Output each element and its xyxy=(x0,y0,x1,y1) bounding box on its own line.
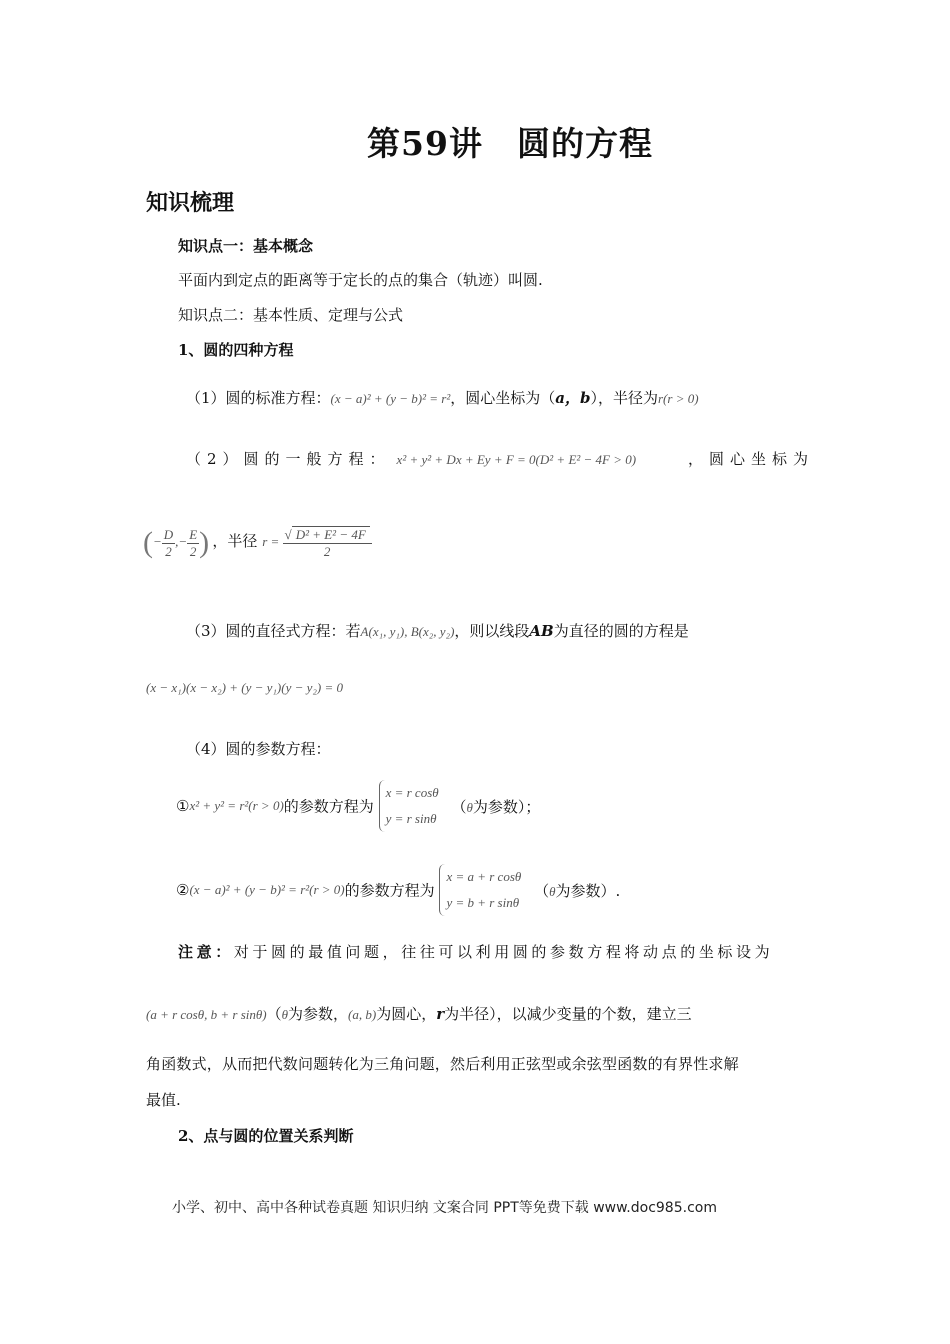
parametric-item-1-formula: x² + y² = r²(r > 0) xyxy=(189,798,284,813)
center-y-denominator: 2 xyxy=(189,543,197,559)
knowledge-point-1-text: 平面内到定点的距离等于定长的点的集合（轨迹）叫圆. xyxy=(178,271,543,289)
page-title: 第59讲 圆的方程 xyxy=(367,124,653,163)
note-line-2: (a + r cosθ, b + r sinθ)（θ为参数，(a, b)为圆心，r为半径），以减少变量的个数，建立三 xyxy=(146,1005,692,1023)
standard-equation-center: a，b xyxy=(555,389,591,407)
note-line-1 xyxy=(178,941,773,962)
diameter-equation-suffix-b: 为直径的圆的方程是 xyxy=(553,622,689,640)
parametric-item-1-note: （θ为参数）； xyxy=(451,797,541,816)
parametric-item-1-mid: 的参数方程为 xyxy=(283,797,374,816)
center-y-numerator: E xyxy=(189,526,198,542)
radius-numerator: D² + E² − 4F xyxy=(292,526,370,542)
diameter-equation-points: A(x₁, y₁), B(x₂, y₂) xyxy=(360,624,455,639)
parametric-item-2-line-1: x = a + r cosθ xyxy=(446,869,522,884)
standard-equation-prefix: （1）圆的标准方程： xyxy=(186,389,331,407)
parametric-item-2-formula: (x − a)² + (y − b)² = r²(r > 0) xyxy=(189,882,345,897)
parametric-item-1-marker: ① xyxy=(176,797,190,815)
section-heading: 知识梳理 xyxy=(146,190,235,216)
parametric-item-2-mid: 的参数方程为 xyxy=(344,881,435,900)
parametric-item-2-line-2: y = b + r sinθ xyxy=(446,895,520,910)
general-equation-center-radius xyxy=(143,526,372,560)
theta-symbol: θ xyxy=(549,883,556,899)
knowledge-point-2-heading: 知识点二：基本性质、定理与公式 xyxy=(178,306,404,324)
note-center: (a, b) xyxy=(348,1007,377,1022)
general-equation-prefix: （2）圆的一般方程： xyxy=(186,450,391,468)
radius-denominator: 2 xyxy=(323,543,331,559)
note-formula: (a + r cosθ, b + r sinθ) xyxy=(146,1007,267,1022)
note-line-3: 角函数式，从而把代数问题转化为三角问题，然后利用正弦型或余弦型函数的有界性求解 xyxy=(146,1055,739,1073)
note-line-4: 最值. xyxy=(146,1091,181,1109)
diameter-equation-line xyxy=(186,620,689,641)
parametric-item-2-marker: ② xyxy=(176,881,190,899)
parametric-item-1-line-1: x = r cosθ xyxy=(385,785,439,800)
knowledge-point-1-heading: 知识点一：基本概念 xyxy=(178,237,314,255)
diameter-equation-suffix-a: ，则以线段 xyxy=(454,622,530,640)
parametric-equation-prefix: （4）圆的参数方程： xyxy=(186,740,331,758)
theta-symbol: θ xyxy=(466,799,473,815)
note-radius-symbol: r xyxy=(436,1005,445,1023)
parametric-item-2-note: （θ为参数）. xyxy=(534,881,621,900)
general-equation-formula: x² + y² + Dx + Ey + F = 0(D² + E² − 4F > 0) xyxy=(396,452,637,467)
center-x-numerator: D xyxy=(163,526,174,542)
parametric-item-2-system xyxy=(439,864,521,916)
note-text-1: 对于圆的最值问题，往往可以利用圆的参数方程将动点的坐标设为 xyxy=(233,943,774,961)
diameter-equation-prefix: （3）圆的直径式方程：若 xyxy=(186,622,361,640)
general-equation-radius-label: ，半径 xyxy=(212,531,258,550)
subsection-1-heading: 1、圆的四种方程 xyxy=(178,341,294,359)
standard-equation-line xyxy=(186,387,699,408)
standard-equation-mid2: ），半径为 xyxy=(590,389,658,407)
note-label: 注意： xyxy=(178,943,234,961)
parametric-item-1 xyxy=(176,780,540,832)
diameter-equation-formula: (x − x₁)(x − x₂) + (y − y₁)(y − y₂) = 0 xyxy=(146,680,344,695)
parametric-item-2 xyxy=(176,864,620,916)
standard-equation-formula: (x − a)² + (y − b)² = r² xyxy=(330,391,451,406)
radius-lhs: r = xyxy=(262,533,280,549)
note-text-2: 为半径），以减少变量的个数，建立三 xyxy=(444,1005,692,1023)
general-equation-center: (− $\frac{D}{2}$ ,− $\frac{E}{2}$ ) xyxy=(143,526,210,559)
page-footer: 小学、初中、高中各种试卷真题 知识归纳 文案合同 PPT等免费下载 www.doc985.com xyxy=(172,1200,717,1216)
standard-equation-mid: ，圆心坐标为（ xyxy=(450,389,556,407)
general-equation-suffix: ，圆心坐标为 xyxy=(688,450,815,468)
general-equation-radius: r = $\frac{\text{√ D² + E² − 4F}}{2}$ xyxy=(262,534,372,549)
standard-equation-radius: r(r > 0) xyxy=(658,391,699,406)
center-x-denominator: 2 xyxy=(165,543,172,559)
general-equation-line xyxy=(186,448,636,469)
subsection-2-heading: 2、点与圆的位置关系判断 xyxy=(178,1127,354,1145)
parametric-item-1-system xyxy=(379,780,439,832)
theta-symbol: θ xyxy=(281,1007,288,1022)
parametric-item-1-line-2: y = r sinθ xyxy=(385,811,437,826)
diameter-equation-segment: AB xyxy=(529,622,554,640)
